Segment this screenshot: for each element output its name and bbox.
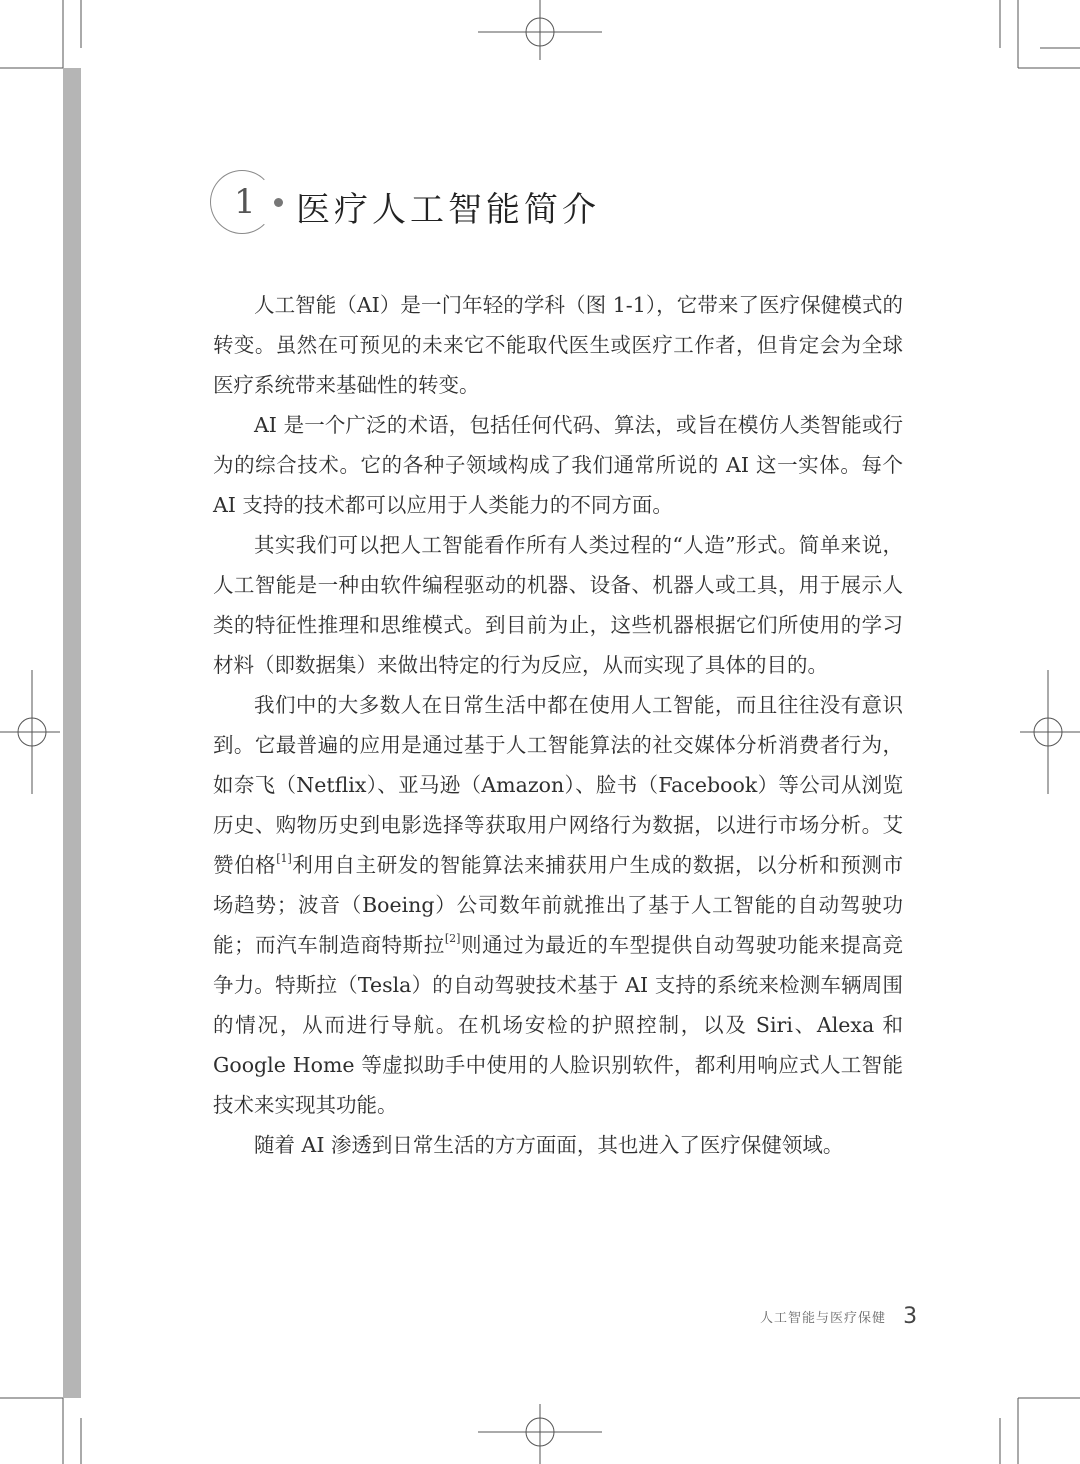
chapter-dot [274,198,283,207]
chapter-number: 1 [234,182,256,222]
page-number: 3 [903,1304,918,1329]
body-text [213,285,903,1165]
paragraph-text: 随着 AI 渗透到日常生活的方方面面，其也进入了医疗保健领域。 [254,1133,844,1157]
reference-marker[interactable]: [1] [276,852,292,865]
paragraph [213,405,903,525]
paragraph-text: AI 是一个广泛的术语，包括任何代码、算法，或旨在模仿人类智能或行为的综合技术。它的各种子领域构成了我们通常所说的 AI 这一实体。每个 AI 支持的技术都可以应用于人类能力的不同方面。 [213,413,903,517]
paragraph-text: 利用自主研发的智能算法来捕获用户生成的数据，以分析和预测市场趋势；波音（Boeing）公司数年前就推出了基于人工智能的自动驾驶功能；而汽车制造商特斯拉 [213,853,904,957]
footer-running-title: 人工智能与医疗保健 [760,1311,887,1326]
reference-marker[interactable]: [2] [444,932,461,945]
paragraph [213,525,903,685]
paragraph-text: 我们中的大多数人在日常生活中都在使用人工智能，而且往往没有意识到。它最普遍的应用是通过基于人工智能算法的社交媒体分析消费者行为，如奈飞（Netflix）、亚马逊（Amazon）、脸书（Facebook）等公司从浏览历史、购物历史到电影选择等获取用户网络行为数据，以进行市场分析。艾赞伯格 [213,693,903,877]
paragraph [213,685,903,1125]
paragraph-text: 人工智能（AI）是一门年轻的学科（图 1-1），它带来了医疗保健模式的转变。虽然在可预见的未来它不能取代医生或医疗工作者，但肯定会为全球医疗系统带来基础性的转变。 [213,293,903,397]
paragraph [213,1125,903,1165]
paragraph-text: 则通过为最近的车型提供自动驾驶功能来提高竞争力。特斯拉（Tesla）的自动驾驶技术基于 AI 支持的系统来检测车辆周围的情况，从而进行导航。在机场安检的护照控制，以及 Siri、Alexa 和 Google Home 等虚拟助手中使用的人脸识别软件，都利用响应式人工智能技术来实现其功能。 [213,933,903,1117]
paragraph-text: 其实我们可以把人工智能看作所有人类过程的“人造”形式。简单来说，人工智能是一种由软件编程驱动的机器、设备、机器人或工具，用于展示人类的特征性推理和思维模式。到目前为止，这些机器根据它们所使用的学习材料（即数据集）来做出特定的行为反应，从而实现了具体的目的。 [213,533,903,677]
paragraph [213,285,903,405]
running-footer [760,1304,917,1329]
chapter-title: 医疗人工智能简介 [296,190,600,230]
